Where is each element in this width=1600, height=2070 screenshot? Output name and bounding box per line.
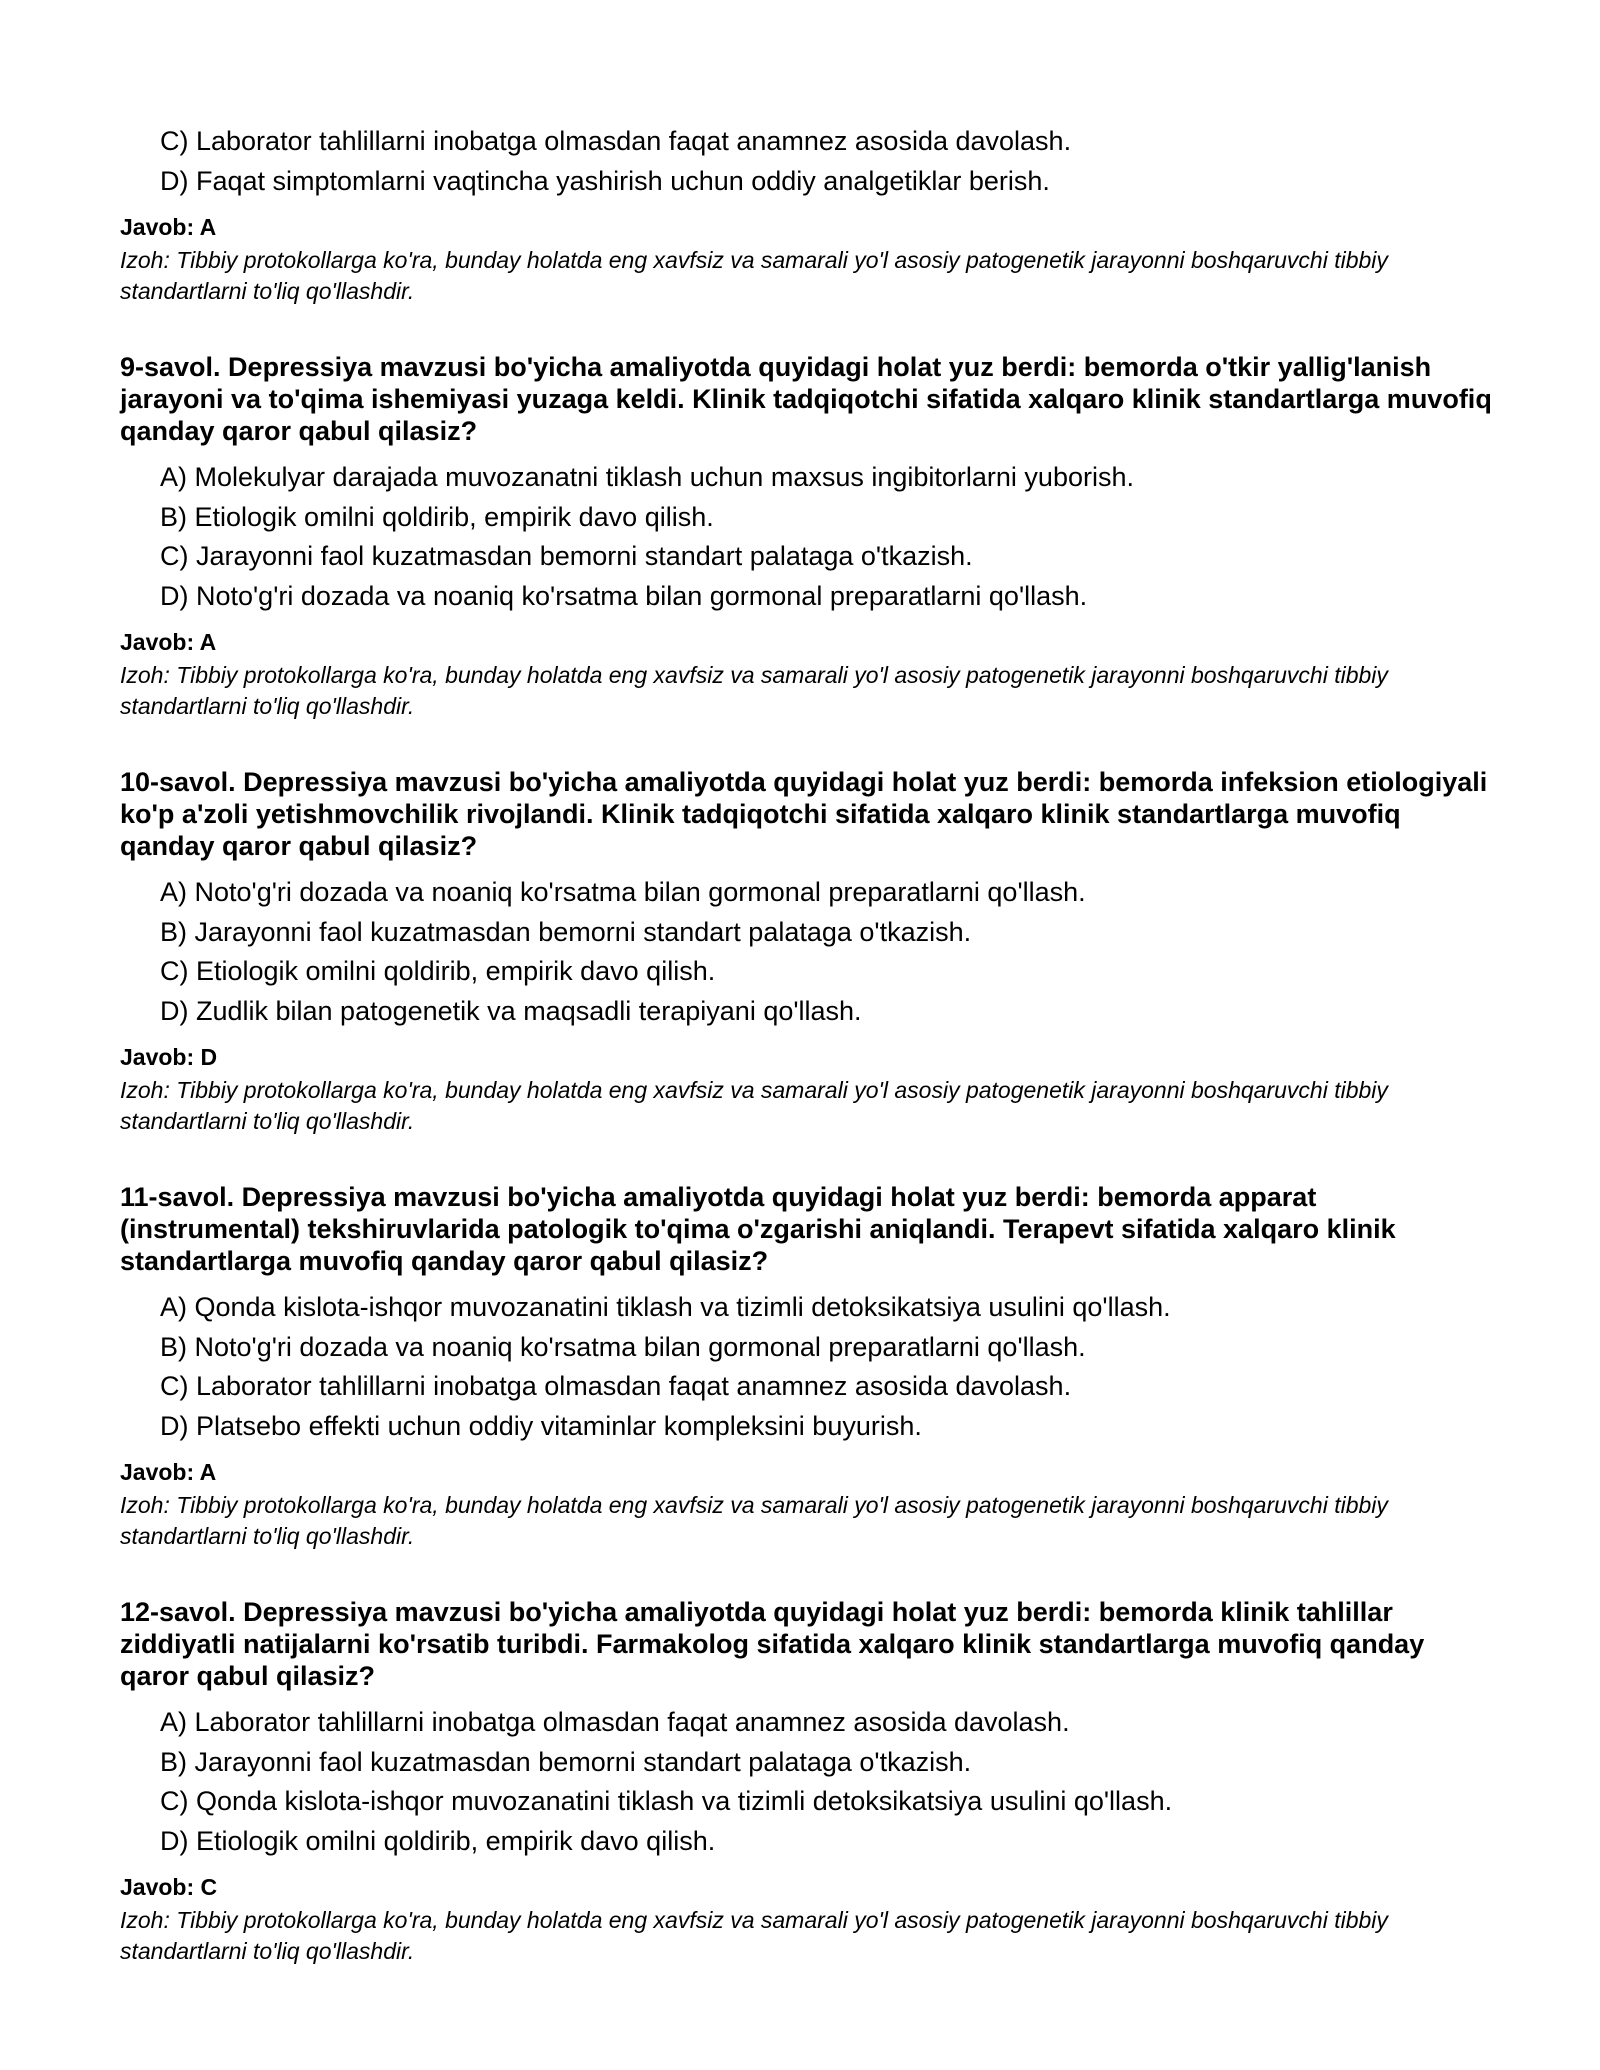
- option-d: D) Noto'g'ri dozada va noaniq ko'rsatma bilan gormonal preparatlarni qo'llash.: [160, 580, 1088, 611]
- question-text: 10-savol. Depressiya mavzusi bo'yicha amaliyotda quyidagi holat yuz berdi: bemorda infeksion etiologiyali ko'p a'zoli yetishmovchilik rivojlandi. Klinik tadqiqotchi sifatida xalqaro klinik standartlarga muvofiq qanday qaror qabul qilasiz?: [120, 767, 1488, 861]
- question-text: 12-savol. Depressiya mavzusi bo'yicha amaliyotda quyidagi holat yuz berdi: bemorda klinik tahlillar ziddiyatli natijalarni ko'rsatib turibdi. Farmakolog sifatida xalqaro klinik standartlarga muvofiq qanday qaror qabul qilasiz?: [120, 1597, 1425, 1691]
- option-b: B) Jarayonni faol kuzatmasdan bemorni standart palataga o'tkazish.: [160, 916, 972, 947]
- explanation-note: Izoh: Tibbiy protokollarga ko'ra, bunday holatda eng xavfsiz va samarali yo'l asosiy patogenetik jarayonni boshqaruvchi tibbiy standartlarni to'liq qo'llashdir.: [120, 1077, 1388, 1134]
- answer-label: Javob: C: [120, 1874, 218, 1900]
- option-c: C) Qonda kislota-ishqor muvozanatini tiklash va tizimli detoksikatsiya usulini qo'llash.: [160, 1786, 1173, 1816]
- question-block-10: [120, 766, 1500, 1137]
- question-block-9: [120, 351, 1500, 722]
- option-a: A) Qonda kislota-ishqor muvozanatini tiklash va tizimli detoksikatsiya usulini qo'llash.: [160, 1292, 1171, 1322]
- answer-label: Javob: A: [120, 629, 217, 655]
- explanation-note: Izoh: Tibbiy protokollarga ko'ra, bunday holatda eng xavfsiz va samarali yo'l asosiy patogenetik jarayonni boshqaruvchi tibbiy standartlarni to'liq qo'llashdir.: [120, 1907, 1388, 1964]
- option-b: B) Etiologik omilni qoldirib, empirik davo qilish.: [160, 501, 714, 532]
- option-c: C) Etiologik omilni qoldirib, empirik davo qilish.: [160, 956, 716, 986]
- question-text: 11-savol. Depressiya mavzusi bo'yicha amaliyotda quyidagi holat yuz berdi: bemorda apparat (instrumental) tekshiruvlarida patologik to'qima o'zgarishi aniqlandi. Terapevt sifatida xalqaro klinik standartlarga muvofiq qanday qaror qabul qilasiz?: [120, 1182, 1396, 1276]
- explanation-note: Izoh: Tibbiy protokollarga ko'ra, bunday holatda eng xavfsiz va samarali yo'l asosiy patogenetik jarayonni boshqaruvchi tibbiy standartlarni to'liq qo'llashdir.: [120, 247, 1388, 304]
- explanation-note: Izoh: Tibbiy protokollarga ko'ra, bunday holatda eng xavfsiz va samarali yo'l asosiy patogenetik jarayonni boshqaruvchi tibbiy standartlarni to'liq qo'llashdir.: [120, 1492, 1388, 1549]
- option-d: D) Zudlik bilan patogenetik va maqsadli terapiyani qo'llash.: [160, 995, 862, 1026]
- option-c: C) Jarayonni faol kuzatmasdan bemorni standart palataga o'tkazish.: [160, 541, 973, 571]
- option-a: A) Laborator tahlillarni inobatga olmasdan faqat anamnez asosida davolash.: [160, 1707, 1070, 1737]
- question-block-11: [120, 1181, 1500, 1552]
- question-block-8-partial: [120, 122, 1500, 307]
- answer-label: Javob: A: [120, 214, 217, 240]
- option-d: D) Etiologik omilni qoldirib, empirik davo qilish.: [160, 1825, 716, 1856]
- option-a: A) Molekulyar darajada muvozanatni tiklash uchun maxsus ingibitorlarni yuborish.: [160, 462, 1134, 492]
- option-c: C) Laborator tahlillarni inobatga olmasdan faqat anamnez asosida davolash.: [160, 1371, 1072, 1401]
- question-block-12: [120, 1596, 1500, 1967]
- option-a: A) Noto'g'ri dozada va noaniq ko'rsatma bilan gormonal preparatlarni qo'llash.: [160, 877, 1086, 907]
- option-d: D) Faqat simptomlarni vaqtincha yashirish uchun oddiy analgetiklar berish.: [160, 165, 1050, 196]
- option-d: D) Platsebo effekti uchun oddiy vitaminlar kompleksini buyurish.: [160, 1410, 922, 1441]
- question-text: 9-savol. Depressiya mavzusi bo'yicha amaliyotda quyidagi holat yuz berdi: bemorda o'tkir yallig'lanish jarayoni va to'qima ishemiyasi yuzaga keldi. Klinik tadqiqotchi sifatida xalqaro klinik standartlarga muvofiq qanday qaror qabul qilasiz?: [120, 352, 1492, 446]
- answer-label: Javob: D: [120, 1044, 218, 1070]
- answer-label: Javob: A: [120, 1459, 217, 1485]
- explanation-note: Izoh: Tibbiy protokollarga ko'ra, bunday holatda eng xavfsiz va samarali yo'l asosiy patogenetik jarayonni boshqaruvchi tibbiy standartlarni to'liq qo'llashdir.: [120, 662, 1388, 719]
- document-page: [120, 122, 1500, 1967]
- option-b: B) Noto'g'ri dozada va noaniq ko'rsatma bilan gormonal preparatlarni qo'llash.: [160, 1331, 1086, 1362]
- option-b: B) Jarayonni faol kuzatmasdan bemorni standart palataga o'tkazish.: [160, 1746, 972, 1777]
- option-c: C) Laborator tahlillarni inobatga olmasdan faqat anamnez asosida davolash.: [160, 126, 1072, 156]
